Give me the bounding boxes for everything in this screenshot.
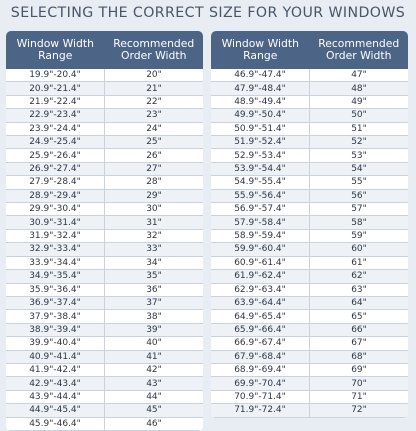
width-range-cell: 42.9"-43.4" (6, 377, 105, 390)
table-row (211, 82, 408, 95)
order-width-cell: 58" (310, 216, 409, 229)
width-range-cell: 62.9"-63.4" (211, 283, 310, 296)
order-width-cell: 29" (105, 189, 204, 202)
width-range-cell: 51.9"-52.4" (211, 136, 310, 149)
order-width-cell: 25" (105, 136, 204, 149)
table-row (211, 229, 408, 242)
width-range-cell: 21.9"-22.4" (6, 95, 105, 108)
order-width-cell: 51" (310, 122, 409, 135)
order-width-cell: 31" (105, 216, 204, 229)
order-width-cell: 49" (310, 95, 409, 108)
table-row (211, 149, 408, 162)
table-row (6, 203, 203, 216)
order-width-cell: 30" (105, 203, 204, 216)
order-width-cell: 47" (310, 69, 409, 82)
order-width-cell: 36" (105, 283, 204, 296)
width-range-cell: 49.9"-50.4" (211, 109, 310, 122)
order-width-cell: 63" (310, 283, 409, 296)
order-width-cell: 20" (105, 69, 204, 82)
table-row (6, 149, 203, 162)
order-width-cell: 32" (105, 229, 204, 242)
table-row (6, 390, 203, 403)
width-range-cell: 50.9"-51.4" (211, 122, 310, 135)
width-range-cell: 34.9"-35.4" (6, 270, 105, 283)
order-width-cell: 69" (310, 363, 409, 376)
table-header-row (211, 31, 408, 69)
width-range-cell: 20.9"-21.4" (6, 82, 105, 95)
width-range-cell: 61.9"-62.4" (211, 270, 310, 283)
width-range-cell: 33.9"-34.4" (6, 256, 105, 269)
table-row (6, 377, 203, 390)
table-row (211, 203, 408, 216)
table-row (211, 122, 408, 135)
width-range-cell: 53.9"-54.4" (211, 162, 310, 175)
page-title: SELECTING THE CORRECT SIZE FOR YOUR WINDOWS (10, 5, 406, 21)
order-width-cell: 70" (310, 377, 409, 390)
table-row (6, 417, 203, 430)
table-row (6, 337, 203, 350)
order-width-cell: 38" (105, 310, 204, 323)
width-range-cell: 28.9"-29.4" (6, 189, 105, 202)
order-width-cell: 53" (310, 149, 409, 162)
table-row (6, 404, 203, 417)
table-row (6, 243, 203, 256)
table-row (211, 109, 408, 122)
order-width-cell: 34" (105, 256, 204, 269)
width-range-cell: 36.9"-37.4" (6, 296, 105, 309)
order-width-cell: 35" (105, 270, 204, 283)
width-range-cell: 32.9"-33.4" (6, 243, 105, 256)
table-row (211, 189, 408, 202)
table-row (6, 82, 203, 95)
table-row (211, 176, 408, 189)
table-row (211, 256, 408, 269)
column-header-order-width: Recommended Order Width (310, 31, 409, 69)
width-range-cell: 59.9"-60.4" (211, 243, 310, 256)
order-width-cell: 72" (310, 404, 409, 417)
column-header-width-range: Window Width Range (211, 31, 310, 69)
table-row (6, 270, 203, 283)
order-width-cell: 57" (310, 203, 409, 216)
table-row (6, 323, 203, 336)
order-width-cell: 67" (310, 337, 409, 350)
width-range-cell: 54.9"-55.4" (211, 176, 310, 189)
table-row (211, 296, 408, 309)
column-header-width-range: Window Width Range (6, 31, 105, 69)
table-row (6, 296, 203, 309)
table-row (211, 350, 408, 363)
width-range-cell: 66.9"-67.4" (211, 337, 310, 350)
width-range-cell: 58.9"-59.4" (211, 229, 310, 242)
width-range-cell: 31.9"-32.4" (6, 229, 105, 242)
width-range-cell: 25.9"-26.4" (6, 149, 105, 162)
width-range-cell: 44.9"-45.4" (6, 404, 105, 417)
width-range-cell: 56.9"-57.4" (211, 203, 310, 216)
order-width-cell: 60" (310, 243, 409, 256)
order-width-cell: 37" (105, 296, 204, 309)
width-range-cell: 60.9"-61.4" (211, 256, 310, 269)
table-row (6, 162, 203, 175)
order-width-cell: 40" (105, 337, 204, 350)
table-row (6, 229, 203, 242)
order-width-cell: 66" (310, 323, 409, 336)
width-range-cell: 26.9"-27.4" (6, 162, 105, 175)
width-range-cell: 43.9"-44.4" (6, 390, 105, 403)
width-range-cell: 65.9"-66.4" (211, 323, 310, 336)
width-range-cell: 30.9"-31.4" (6, 216, 105, 229)
width-range-cell: 40.9"-41.4" (6, 350, 105, 363)
width-range-cell: 45.9"-46.4" (6, 417, 105, 430)
width-range-cell: 67.9"-68.4" (211, 350, 310, 363)
order-width-cell: 42" (105, 363, 204, 376)
size-table-left (6, 31, 203, 431)
table-row (211, 337, 408, 350)
table-row (6, 350, 203, 363)
order-width-cell: 50" (310, 109, 409, 122)
table-row (211, 390, 408, 403)
width-range-cell: 63.9"-64.4" (211, 296, 310, 309)
order-width-cell: 54" (310, 162, 409, 175)
width-range-cell: 46.9"-47.4" (211, 69, 310, 82)
order-width-cell: 45" (105, 404, 204, 417)
table-row (211, 162, 408, 175)
table-row (6, 283, 203, 296)
order-width-cell: 33" (105, 243, 204, 256)
size-table-right (211, 31, 408, 418)
order-width-cell: 71" (310, 390, 409, 403)
table-row (211, 404, 408, 417)
width-range-cell: 29.9"-30.4" (6, 203, 105, 216)
width-range-cell: 41.9"-42.4" (6, 363, 105, 376)
width-range-cell: 48.9"-49.4" (211, 95, 310, 108)
order-width-cell: 62" (310, 270, 409, 283)
width-range-cell: 71.9"-72.4" (211, 404, 310, 417)
table-row (211, 69, 408, 82)
column-header-order-width: Recommended Order Width (105, 31, 204, 69)
table-row (211, 363, 408, 376)
width-range-cell: 27.9"-28.4" (6, 176, 105, 189)
order-width-cell: 27" (105, 162, 204, 175)
order-width-cell: 64" (310, 296, 409, 309)
table-header-row (6, 31, 203, 69)
width-range-cell: 37.9"-38.4" (6, 310, 105, 323)
table-row (6, 95, 203, 108)
order-width-cell: 65" (310, 310, 409, 323)
order-width-cell: 28" (105, 176, 204, 189)
order-width-cell: 44" (105, 390, 204, 403)
table-row (6, 69, 203, 82)
width-range-cell: 22.9"-23.4" (6, 109, 105, 122)
width-range-cell: 19.9"-20.4" (6, 69, 105, 82)
order-width-cell: 48" (310, 82, 409, 95)
table-row (211, 136, 408, 149)
order-width-cell: 52" (310, 136, 409, 149)
width-range-cell: 69.9"-70.4" (211, 377, 310, 390)
order-width-cell: 43" (105, 377, 204, 390)
table-row (211, 310, 408, 323)
width-range-cell: 47.9"-48.4" (211, 82, 310, 95)
table-row (211, 377, 408, 390)
width-range-cell: 57.9"-58.4" (211, 216, 310, 229)
table-row (211, 216, 408, 229)
order-width-cell: 41" (105, 350, 204, 363)
width-range-cell: 35.9"-36.4" (6, 283, 105, 296)
width-range-cell: 24.9"-25.4" (6, 136, 105, 149)
order-width-cell: 68" (310, 350, 409, 363)
table-row (6, 363, 203, 376)
width-range-cell: 68.9"-69.4" (211, 363, 310, 376)
width-range-cell: 70.9"-71.4" (211, 390, 310, 403)
table-row (6, 109, 203, 122)
table-row (6, 189, 203, 202)
table-row (6, 176, 203, 189)
order-width-cell: 55" (310, 176, 409, 189)
order-width-cell: 61" (310, 256, 409, 269)
table-row (211, 270, 408, 283)
order-width-cell: 56" (310, 189, 409, 202)
order-width-cell: 59" (310, 229, 409, 242)
table-row (211, 283, 408, 296)
order-width-cell: 26" (105, 149, 204, 162)
width-range-cell: 64.9"-65.4" (211, 310, 310, 323)
table-row (6, 256, 203, 269)
width-range-cell: 23.9"-24.4" (6, 122, 105, 135)
order-width-cell: 46" (105, 417, 204, 430)
width-range-cell: 55.9"-56.4" (211, 189, 310, 202)
width-range-cell: 38.9"-39.4" (6, 323, 105, 336)
table-row (6, 216, 203, 229)
table-row (211, 243, 408, 256)
table-row (6, 310, 203, 323)
order-width-cell: 21" (105, 82, 204, 95)
width-range-cell: 52.9"-53.4" (211, 149, 310, 162)
order-width-cell: 39" (105, 323, 204, 336)
order-width-cell: 24" (105, 122, 204, 135)
width-range-cell: 39.9"-40.4" (6, 337, 105, 350)
table-row (6, 122, 203, 135)
table-row (211, 95, 408, 108)
order-width-cell: 23" (105, 109, 204, 122)
table-row (6, 136, 203, 149)
order-width-cell: 22" (105, 95, 204, 108)
table-row (211, 323, 408, 336)
